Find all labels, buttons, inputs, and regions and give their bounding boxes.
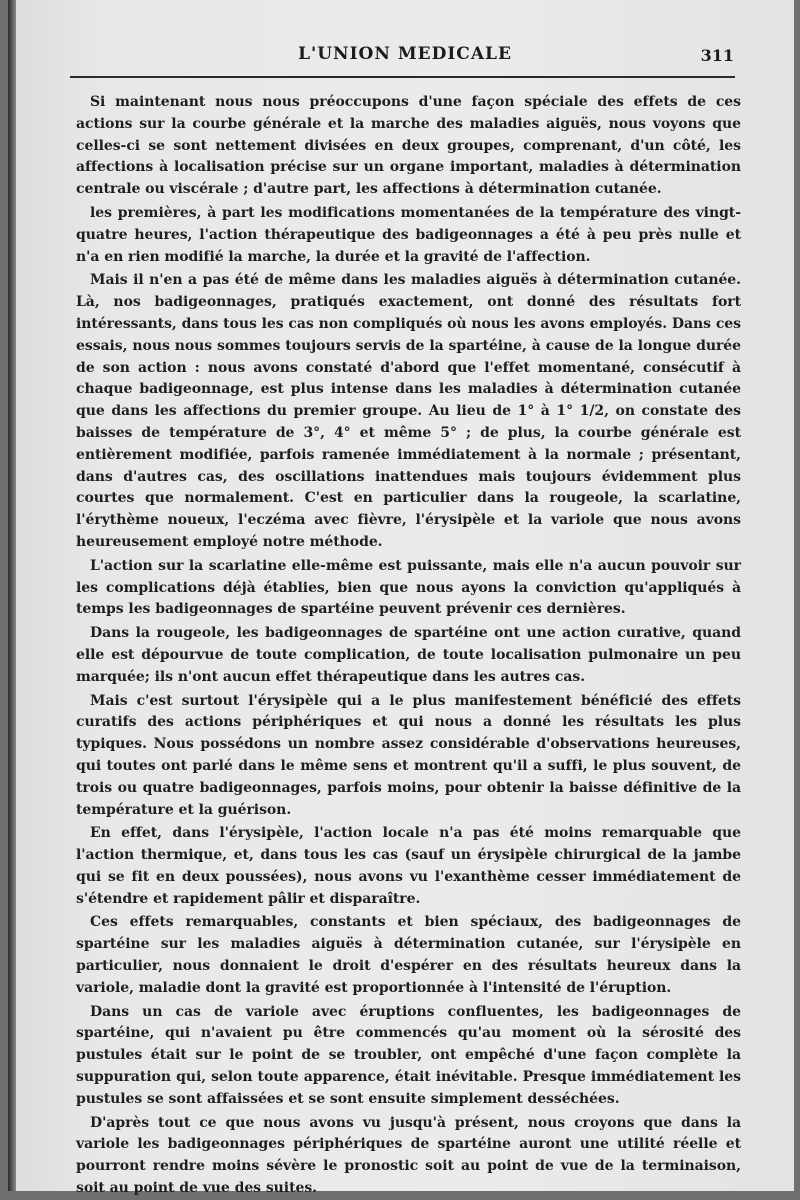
article-body [76,92,741,1200]
page-number: 311 [700,46,734,65]
running-title: L'UNION MEDICALE [298,44,512,64]
paragraph: Mais c'est surtout l'érysipèle qui a le plus manifestement bénéficié des effets curatifs des actions périphériques et qui nous a donné les résultats les plus typiques. Nous possédons un nombre assez considérable d'observations heureuses, qui toutes ont parlé dans le même sens et montrent qu'il a suffi, le plus souvent, de trois ou quatre badigeonnages, parfois moins, pour obtenir la baisse définitive de la température et la guérison. [76,692,741,818]
paragraph: Dans un cas de variole avec éruptions confluentes, les badigeonnages de spartéine, qui n'avaient pu être commencés qu'au moment où la sérosité des pustules était sur le point de se troubler, ont empêché d'une façon complète la suppuration qui, selon toute apparence, était inévitable. Presque immédiatement les pustules se sont affaissées et se sont ensuite simplement desséchées. [76,1003,741,1107]
binding-shadow [8,0,16,1191]
paragraph: Ces effets remarquables, constants et bien spéciaux, des badigeonnages de spartéine sur les maladies aiguës à détermination cutanée, sur l'érysipèle en particulier, nous donnaient le droit d'espérer en des résultats heureux dans la variole, maladie dont la gravité est proportionnée à l'intensité de l'éruption. [76,914,741,996]
paragraph: D'après tout ce que nous avons vu jusqu'à présent, nous croyons que dans la variole les badigeonnages périphériques de spartéine auront une utilité réelle et pourront rendre moins sévère le pronostic soit au point de vue de la terminaison, soit au point de vue des suites. [76,1114,741,1197]
paragraph: les premières, à part les modifications momentanées de la température des vingt-quatre heures, l'action thérapeutique des badigeonnages a été à peu près nulle et n'a en rien modifié la marche, la durée et la gravité de l'affection. [76,204,741,265]
page-header [70,44,740,74]
paragraph: L'action sur la scarlatine elle-même est puissante, mais elle n'a aucun pouvoir sur les complications déjà établies, bien que nous ayons la conviction qu'appliqués à temps les badigeonnages de spartéine peuvent prévenir ces dernières. [76,557,741,618]
paragraph: Si maintenant nous nous préoccupons d'une façon spéciale des effets de ces actions sur la courbe générale et la marche des maladies aiguës, nous voyons que celles-ci se sont nettement divisées en deux groupes, comprenant, d'un côté, les affections à localisation précise sur un organe important, maladies à détermination centrale ou viscérale ; d'autre part, les affections à détermination cutanée. [76,94,741,198]
header-rule [70,76,735,78]
paragraph: Dans la rougeole, les badigeonnages de spartéine ont une action curative, quand elle est dépourvue de toute complication, de toute localisation pulmonaire un peu marquée; ils n'ont aucun effet thérapeutique dans les autres cas. [76,625,741,685]
paragraph: En effet, dans l'érysipèle, l'action locale n'a pas été moins remarquable que l'action thermique, et, dans tous les cas (sauf un érysipèle chirurgical de la jambe qui se fit en deux poussées), nous avons vu l'exanthème cesser immédiatement de s'étendre et rapidement pâlir et disparaître. [76,825,741,907]
paragraph: Mais il n'en a pas été de même dans les maladies aiguës à détermination cutanée. Là, nos badigeonnages, pratiqués exactement, ont donné des résultats fort intéressants, dans tous les cas non compliqués où nous les avons employés. Dans ces essais, nous nous sommes toujours servis de la spartéine, à cause de la longue durée de son action : nous avons constaté d'abord que l'effet momentané, consécutif à chaque badigeonnage, est plus intense dans les maladies à détermination cutanée que dans les affections du premier groupe. Au lieu de 1° à 1° 1/2, on constate des baisses de température de 3°, 4° et même 5° ; de plus, la courbe générale est entièrement modifiée, parfois ramenée immédiatement à la normale ; présentant, dans d'autres cas, des oscillations inattendues mais toujours évidemment plus courtes que normalement. C'est en particulier dans la rougeole, la scarlatine, l'érythème noueux, l'eczéma avec fièvre, l'érysipèle et la variole que nous avons heureusement employé notre méthode. [76,272,741,550]
